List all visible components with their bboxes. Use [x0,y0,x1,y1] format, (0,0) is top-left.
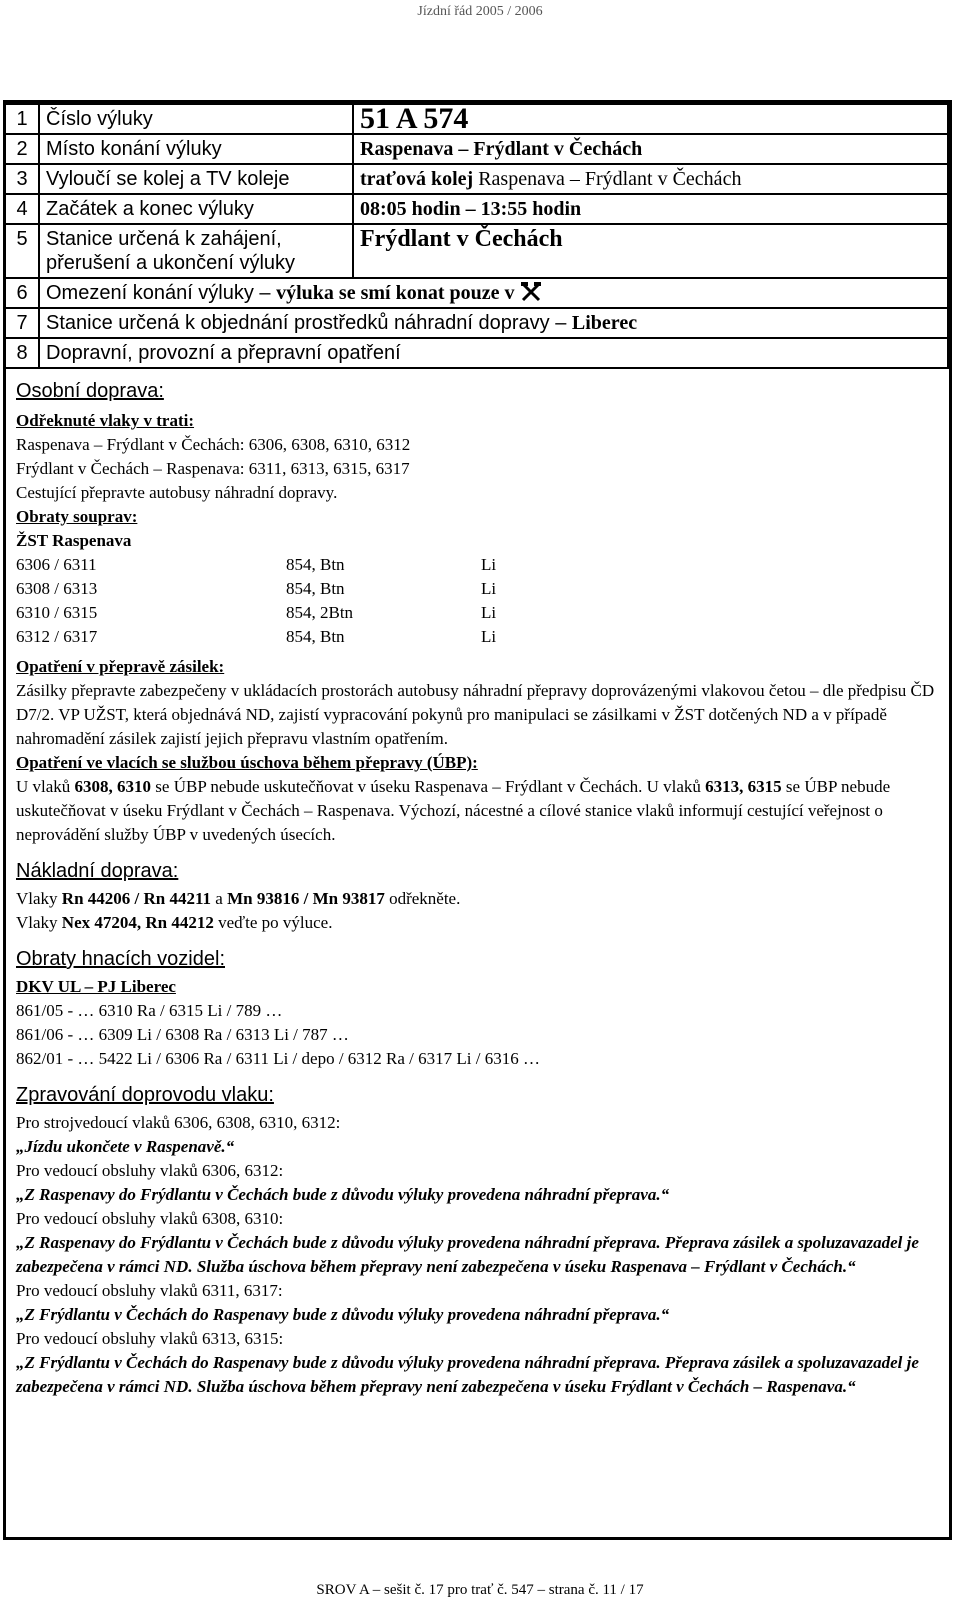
obraty-souprav-list: 6306 / 6311 854, Btn Li 6308 / 6313 854, Btn Li 6310 / 6315 854, 2Btn Li 6312 / 6317 854, Btn Li [16,555,497,646]
table-row: 7 Stanice určená k objednání prostředků náhradní dopravy – Liberec [6,308,948,338]
zpravovani-list: Pro strojvedoucí vlaků 6306, 6308, 6310, 6312: „Jízdu ukončete v Raspenavě.“ Pro vedoucí obsluhy vlaků 6306, 6312: „Z Raspenavy do Frýdlantu v Čechách bude z důvodu výluky provedena náhradní přeprava.“ Pro vedoucí obsluhy vlaků 6308, 6310: „Z Raspenavy do Frýdlantu v Čechách bude z důvodu výluky provedena náhradní přeprava. Přeprava zásilek a spoluzavazadel je zabezpečena v rámci ND. Služba úschova během přepravy není zabezpečena v úseku Raspenava – Frýdlant v Čechách.“ Pro vedoucí obsluhy vlaků 6311, 6317: „Z Frýdlantu v Čechách do Raspenavy bude z důvodu výluky provedena náhradní přeprava.“ Pro vedoucí obsluhy vlaků 6313, 6315: „Z Frýdlantu v Čechách do Raspenavy bude z důvodu výluky provedena náhradní přeprava. Přeprava zásilek a spoluzavazadel je zabezpečena v rámci ND. Služba úschova během přepravy není zabezpečena v úseku Frýdlant v Čechách – Raspenava.“ [16,1113,919,1396]
hammer-pick-icon [520,282,542,302]
section-nakladni-title: Nákladní doprava: [16,860,179,882]
table-row: 2 Místo konání výluky Raspenava – Frýdlant v Čechách [6,134,948,164]
vyluka-number: 51 A 574 [353,104,948,134]
section-osobni-title: Osobní doprava: [16,380,164,402]
table-row: 5 Stanice určená k zahájení, přerušení a ukončení výluky Frýdlant v Čechách [6,224,948,278]
section-zpravovani-title: Zpravování doprovodu vlaku: [16,1084,274,1106]
page-header: Jízdní řád 2005 / 2006 [417,4,543,19]
info-table [6,103,949,369]
table-row: 6 Omezení konání výluky – výluka se smí konat pouze v [6,278,948,308]
page-footer: SROV A – sešit č. 17 pro trať č. 547 – strana č. 11 / 17 [316,1582,644,1598]
section-obraty-hv-title: Obraty hnacích vozidel: [16,948,225,970]
table-row: 1 Číslo výluky 51 A 574 [6,104,948,134]
table-row: 3 Vyloučí se kolej a TV koleje traťová kolej Raspenava – Frýdlant v Čechách [6,164,948,194]
row-label: Číslo výluky [39,104,353,134]
table-row: 4 Začátek a konec výluky 08:05 hodin – 13:55 hodin [6,194,948,224]
table-row: 8 Dopravní, provozní a přepravní opatření [6,338,948,368]
document-frame: 1 Číslo výluky 51 A 574 2 Místo konání výluky Raspenava – Frýdlant v Čechách 3 Vyloučí se kolej a TV koleje traťová kolej Raspenava – Frýdlant v Čechách 4 Začátek a konec výluky 08:05 hodin – 13:55 hodin 5 Stanice určená k zahájení, přerušení a ukončení výluky Frýdlant v Čechách 6 Omezení konání výluky – výluka se smí konat pouze v 7 Stanice určená k objednání prostředků náhradní dopravy – Liberec 8 Dopravní, provozní a přepravní opatření Osobní doprava: Odřeknuté vlaky v trati: Raspenava – Frýdlant v Čechách: 6306, 6308, 6310, 6312 Frýdlant v Čechách – Raspenava: 6311, 6313, 6315, 6317 Cestující přepravte autobusy náhradní dopravy. Obraty souprav: ŽST Raspenava 6306 / 6311 854, Btn Li 6308 / 6313 854, Btn Li 6310 / 6315 854, 2Btn Li 6312 / 6317 854, Btn Li Opatření v přepravě zásilek: Zásilky přepravte zabezpečeny v ukládacích prostorách autobusy náhradní přepravy doprovázenými vlakovou četou – dle předpisu ČD D7/2. VP UŽST, která objednává ND, zajistí vypracování pokynů pro manipulaci se zásilkami v ŽST dotčených ND a v případě nahromadění zásilek zajistí jejich přepravu vlastním opatřením. Opatření ve vlacích se službou úschova během přepravy (ÚBP): U vlaků 6308, 6310 se ÚBP nebude uskutečňovat v úseku Raspenava – Frýdlant v Čechách. U vlaků 6313, 6315 se ÚBP nebude uskutečňovat v úseku Frýdlant v Čechách – Raspenava. Výchozí, nácestné a cílové stanice vlaků informují cestující veřejnost o neprovádění služby ÚBP v uvedených úsecích. Nákladní doprava: Vlaky Rn 44206 / Rn 44211 a Mn 93816 / Mn 93817 odřekněte. Vlaky Nex 47204, Rn 44212 veďte po výluce. Obraty hnacích vozidel: DKV UL – PJ Liberec 861/05 - … 6310 Ra / 6315 Li / 789 … 861/06 - … 6309 Li / 6308 Ra / 6313 Li / 787 … 862/01 - … 5422 Li / 6306 Ra / 6311 Li / depo / 6312 Ra / 6317 Li / 6316 … Zpravování doprovodu vlaku: Pro strojvedoucí vlaků 6306, 6308, 6310, 6312: „Jízdu ukončete v Raspenavě.“ Pro vedoucí obsluhy vlaků 6306, 6312: „Z Raspenavy do Frýdlantu v Čechách bude z důvodu výluky provedena náhradní přeprava.“ Pro vedoucí obsluhy vlaků 6308, 6310: „Z Raspenavy do Frýdlantu v Čechách bude z důvodu výluky provedena náhradní přeprava. Přeprava zásilek a spoluzavazadel je zabezpečena v rámci ND. Služba úschova během přepravy není zabezpečena v úseku Raspenava – Frýdlant v Čechách.“ Pro vedoucí obsluhy vlaků 6311, 6317: „Z Frýdlantu v Čechách do Raspenavy bude z důvodu výluky provedena náhradní přeprava.“ Pro vedoucí obsluhy vlaků 6313, 6315: „Z Frýdlantu v Čechách do Raspenavy bude z důvodu výluky provedena náhradní přeprava. Přeprava zásilek a spoluzavazadel je zabezpečena v rámci ND. Služba úschova během přepravy není zabezpečena v úseku Frýdlant v Čechách – Raspenava.“ [3,100,952,1540]
